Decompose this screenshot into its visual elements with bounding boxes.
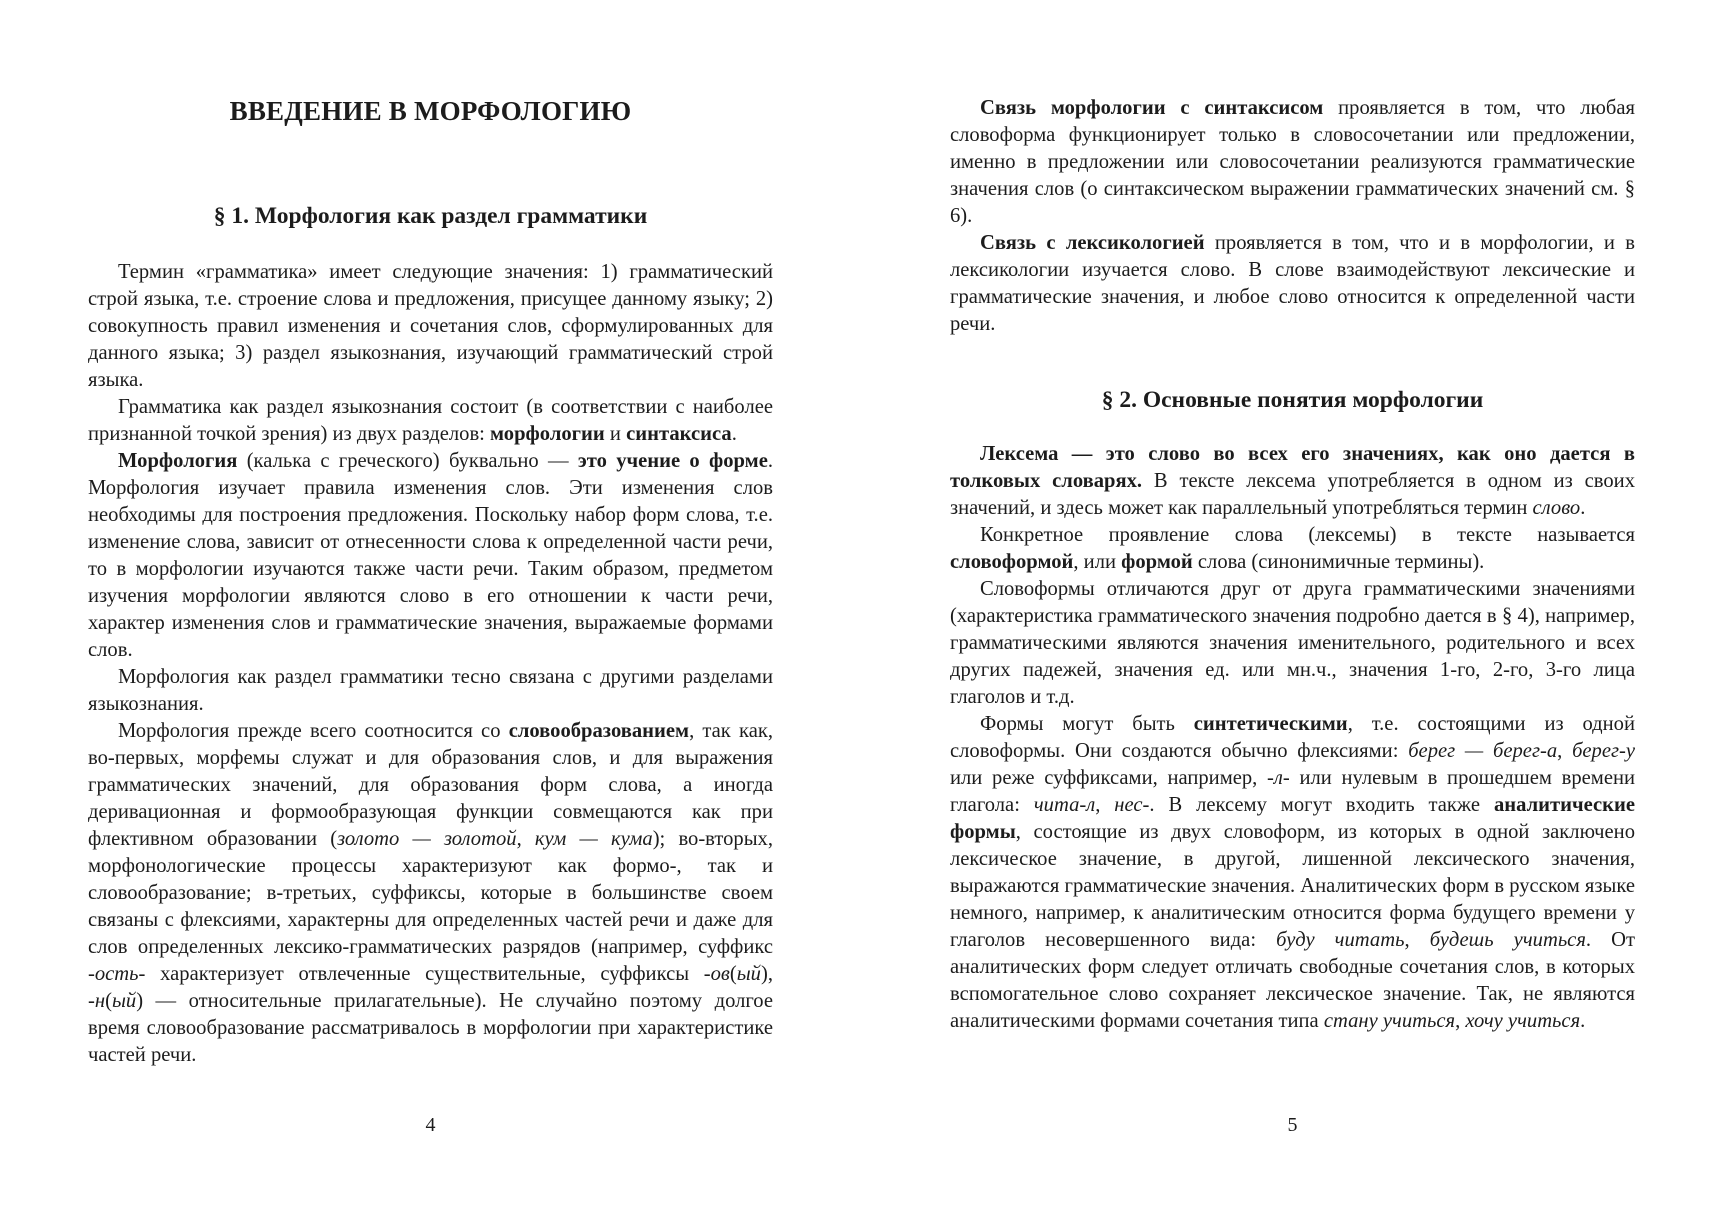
text-run: проявляется в том, что и в морфологии, и в лексикологии изучается слово. В слове взаимодействуют лексические и грамматические значения, и любое слово относится к определенной части речи. xyxy=(950,232,1635,335)
text-run: ) — относительные прилагательные). Не случайно поэтому долгое время словообразование рассматривалось в морфологии при характеристике частей речи. xyxy=(88,990,773,1066)
text-run: ); во-вторых, морфонологические процессы характеризуют как формо-, так и словообразование; в-третьих, суффиксы, которые в большинстве своем связаны с флексиями, характерны для определенных частей речи и даже для слов определенных лексико-грамматических разрядов (например, суффикс xyxy=(88,828,774,958)
paragraph xyxy=(950,711,1635,1035)
right-page-body-top xyxy=(950,95,1635,338)
text-run: характеризует отвлеченные существительные, суффиксы xyxy=(145,963,704,985)
italic-example: чита-л xyxy=(1033,794,1096,816)
italic-example: будешь учиться xyxy=(1429,929,1586,951)
left-page xyxy=(88,0,773,1211)
paragraph xyxy=(88,394,773,448)
italic-example: нес- xyxy=(1114,794,1150,816)
italic-example: ый xyxy=(736,963,761,985)
italic-example: -ов xyxy=(703,963,730,985)
text-run: Грамматика как раздел языкознания состоит (в соответствии с наиболее признанной точкой зрения) из двух разделов: xyxy=(88,396,773,445)
paragraph xyxy=(88,664,773,718)
paragraph xyxy=(88,448,773,664)
bold-term: Связь с лексикологией xyxy=(980,232,1205,254)
right-page xyxy=(950,0,1635,1211)
bold-term: Лексема — это слово во всех его значениях, как оно дается в толковых словарях. xyxy=(950,443,1635,492)
paragraph xyxy=(950,441,1635,522)
left-page-body xyxy=(88,259,773,1069)
text-run: Термин «грамматика» имеет следующие значения: 1) грамматический строй языка, т.е. строение слова и предложения, присущее данному языку; 2) совокупность правил изменения и сочетания слов, сформулированных для данного языка; 3) раздел языкознания, изучающий грамматический строй языка. xyxy=(88,261,773,391)
text-run: Формы могут быть xyxy=(980,713,1194,735)
italic-example: берег-у xyxy=(1572,740,1636,762)
text-run: и xyxy=(604,423,627,445)
text-run: Морфология как раздел грамматики тесно связана с другими разделами языкознания. xyxy=(88,666,773,715)
text-run: . Морфология изучает правила изменения слов. Эти изменения слов необходимы для построения предложения. Поскольку набор форм слова, т.е. изменение слова, зависит от отнесенности слова к определенной части речи, то в морфологии изучаются также части речи. Таким образом, предметом изучения морфологии являются слово в его отношении к части речи, характер изменения слов и грамматические значения, выражаемые формами слов. xyxy=(88,450,774,661)
bold-term: Связь морфологии с синтаксисом xyxy=(980,97,1324,119)
text-run: , так как, во-первых, морфемы служат и для образования слов, и для выражения грамматических значений, для образования форм слова, а иногда деривационная и формообразующая функции совмещаются как при флективном образовании ( xyxy=(88,720,773,850)
text-run: проявляется в том, что любая словоформа функционирует только в словосочетании или предложении, именно в предложении или словосочетании реализуются грамматические значения слов (о синтаксическом выражении грамматических значений см. § 6). xyxy=(950,97,1635,227)
paragraph xyxy=(88,259,773,394)
text-run: (калька с греческого) буквально — xyxy=(237,450,578,472)
page-number-right: 5 xyxy=(1287,1114,1298,1136)
text-run: . xyxy=(1580,497,1586,519)
section-title-2: § 2. Основные понятия морфологии xyxy=(1101,387,1484,413)
text-run: В тексте лексема употребляется в одном из своих значений, и здесь может как параллельный употребляться термин xyxy=(950,470,1635,519)
chapter-title: ВВЕДЕНИЕ В МОРФОЛОГИЮ xyxy=(229,96,632,126)
page-number-left: 4 xyxy=(425,1114,436,1136)
italic-example: золото — золотой xyxy=(337,828,517,850)
bold-term: формой xyxy=(1121,551,1193,573)
text-run: или нулевым в прошедшем времени глагола: xyxy=(950,767,1635,816)
text-run: Словоформы отличаются друг от друга грамматическими значениями (характеристика грамматического значения подробно дается в § 4), например, грамматическими являются значения именительного, родительного и всех других падежей, значения ед. или мн.ч., значения 1-го, 2-го, 3-го лица глаголов и т.д. xyxy=(950,578,1635,708)
italic-example: ый xyxy=(111,990,137,1012)
bold-term: словообразованием xyxy=(508,720,690,742)
text-run: . xyxy=(731,423,737,445)
paragraph xyxy=(950,95,1635,230)
text-run: ( xyxy=(729,963,737,985)
bold-term: это учение о форме xyxy=(577,450,768,472)
text-run: , состоящие из двух словоформ, из которых в одной заключено лексическое значение, в другой, лишенной лексического значения, выражаются грамматические значения. Аналитических форм в русском языке немного, например, к аналитическим относится форма будущего времени у глаголов несовершенного вида: xyxy=(950,821,1635,951)
text-run: , xyxy=(1455,1010,1466,1032)
text-run: или реже суффиксами, например, xyxy=(950,767,1268,789)
paragraph xyxy=(950,522,1635,576)
text-run: , xyxy=(516,828,535,850)
italic-example: -ость- xyxy=(88,963,146,985)
bold-term: аналитические формы xyxy=(950,794,1635,843)
text-run: . От аналитических форм следует отличать свободные сочетания слов, в которых вспомогательное слово сохраняет лексическое значение. Так, не являются аналитическими формами сочетания типа xyxy=(950,929,1636,1032)
text-run: Морфология прежде всего соотносится со xyxy=(118,720,509,742)
italic-example: -л- xyxy=(1267,767,1290,789)
text-run: , т.е. состоящими из одной словоформы. Они создаются обычно флексиями: xyxy=(950,713,1635,762)
text-run: , xyxy=(1404,929,1430,951)
italic-example: слово xyxy=(1532,497,1581,519)
bold-term: словоформой xyxy=(950,551,1074,573)
bold-term: морфологии xyxy=(490,423,605,445)
text-run: , xyxy=(1557,740,1573,762)
paragraph xyxy=(88,718,773,1069)
italic-example: хочу учиться xyxy=(1465,1010,1581,1032)
section-title-1: § 1. Морфология как раздел грамматики xyxy=(213,203,648,229)
paragraph xyxy=(950,576,1635,711)
italic-example: стану учиться xyxy=(1323,1010,1456,1032)
bold-term: Морфология xyxy=(118,450,238,472)
text-run: слова (синонимичные термины). xyxy=(1192,551,1485,573)
italic-example: берег — берег-а xyxy=(1408,740,1558,762)
text-run: . В лексему могут входить также xyxy=(1149,794,1494,816)
italic-example: буду читать xyxy=(1276,929,1405,951)
text-run: Конкретное проявление слова (лексемы) в тексте называется xyxy=(980,524,1635,546)
bold-term: синтаксиса xyxy=(626,423,732,445)
bold-term: синтетическими xyxy=(1193,713,1348,735)
text-run: , xyxy=(1095,794,1115,816)
right-page-body-bottom xyxy=(950,441,1635,1035)
italic-example: кум — кума xyxy=(534,828,653,850)
paragraph xyxy=(950,230,1635,338)
text-run: . xyxy=(1580,1010,1586,1032)
italic-example: -н xyxy=(88,990,106,1012)
text-run: ( xyxy=(105,990,112,1012)
text-run: , или xyxy=(1073,551,1122,573)
text-run: ), xyxy=(760,963,773,985)
